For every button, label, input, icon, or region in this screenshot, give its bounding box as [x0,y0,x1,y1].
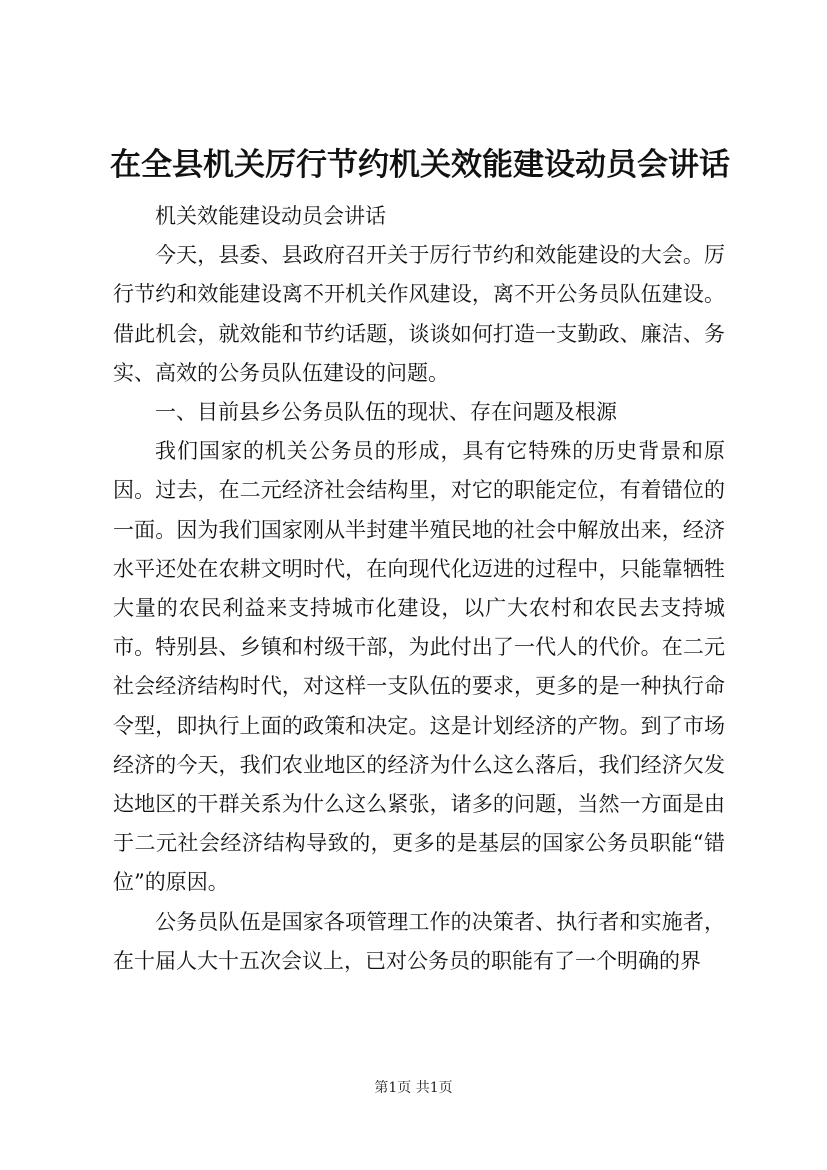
paragraph-intro: 今天，县委、县政府召开关于厉行节约和效能建设的大会。厉行节约和效能建设离不开机关作风建设，离不开公务员队伍建设。借此机会，就效能和节约话题，谈谈如何打造一支勤政、廉洁、务实、高效的公务员队伍建设的问题。 [113,243,725,385]
page-number-label: 第1页 共1页 [374,1080,453,1096]
paragraph-civil-servants: 公务员队伍是国家各项管理工作的决策者、执行者和实施者，在十届人大十五次会议上，已对公务员的职能有了一个明确的界 [113,909,725,973]
page-footer [0,1078,827,1098]
paragraph-subtitle: 机关效能建设动员会讲话 [155,204,386,228]
paragraph-history: 我们国家的机关公务员的形成，具有它特殊的历史背景和原因。过去，在二元经济社会结构里，对它的职能定位，有着错位的一面。因为我们国家刚从半封建半殖民地的社会中解放出来，经济水平还处在农耕文明时代，在向现代化迈进的过程中，只能靠牺牲大量的农民利益来支持城市化建设，以广大农村和农民去支持城市。特别县、乡镇和村级干部，为此付出了一代人的代价。在二元社会经济结构时代，对这样一支队伍的要求，更多的是一种执行命令型，即执行上面的政策和决定。这是计划经济的产物。到了市场经济的今天，我们农业地区的经济为什么这么落后，我们经济欠发达地区的干群关系为什么这么紧张，诸多的问题，当然一方面是由于二元社会经济结构导致的，更多的是基层的国家公务员职能“错位”的原因。 [113,439,725,895]
document-title: 在全县机关厉行节约机关效能建设动员会讲话 [110,147,730,183]
document-body [113,197,725,981]
paragraph-section-heading: 一、目前县乡公务员队伍的现状、存在问题及根源 [155,400,617,425]
